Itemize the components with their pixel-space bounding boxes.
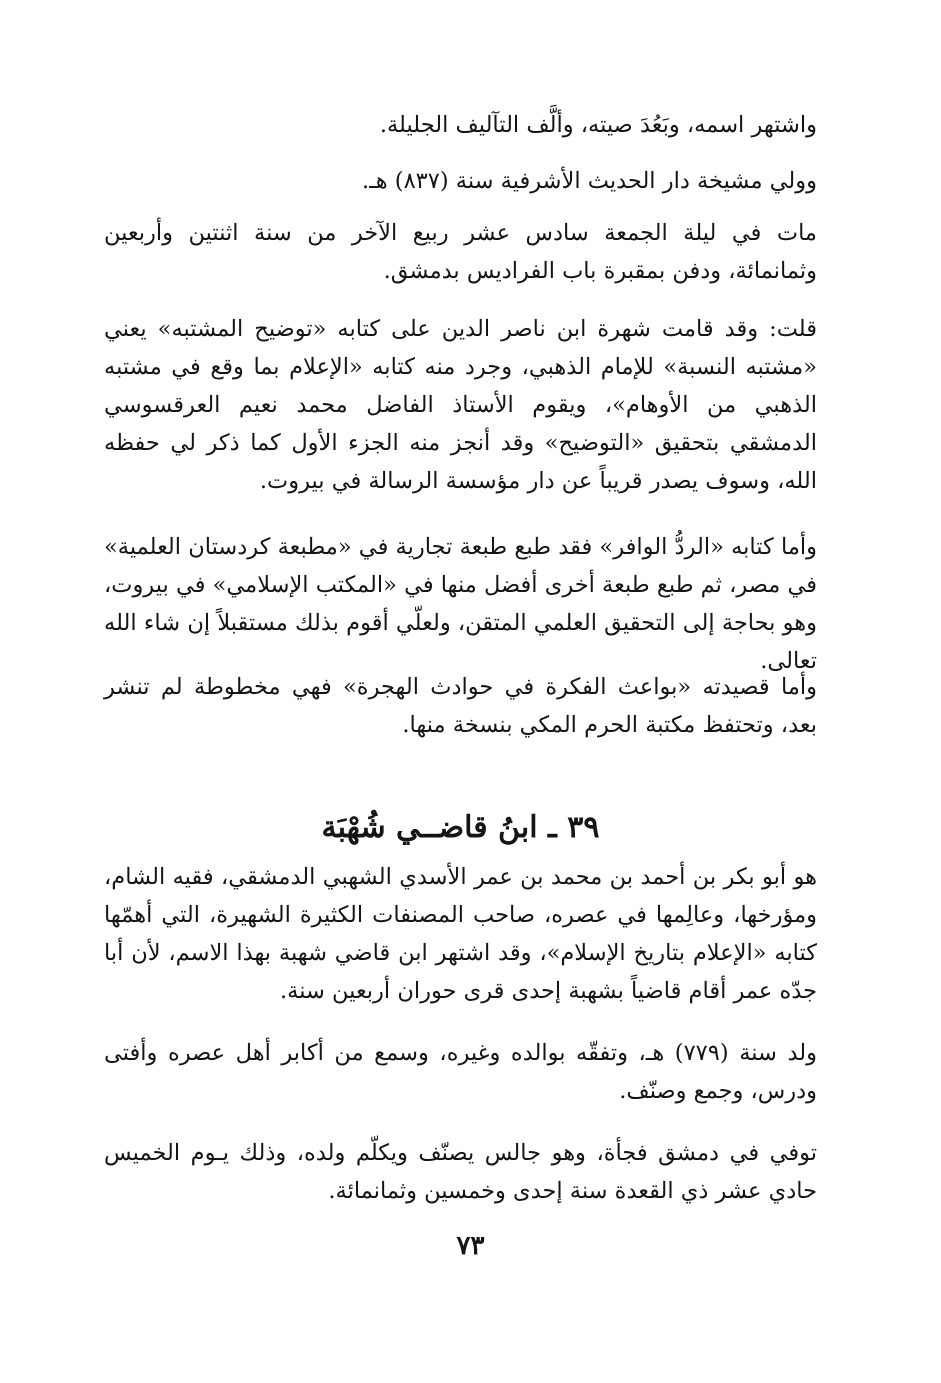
paragraph-note-works: قلت: وقد قامت شهرة ابن ناصر الدين على كتابه «توضيح المشتبه» يعني «مشتبه النسبة» للإمام الذهبي، وجرد منه كتابه «الإعلام بما وقع في مشتبه الذهبي من الأوهام»، ويقوم الأستاذ الفاضل محمد نعيم العرقسوسي الدمشقي بتحقيق «التوضيح» وقد أنجز منه الجزء الأول كما ذكر لي حفظه الله، وسوف يصدر قريباً عن دار مؤسسة الرسالة في بيروت.	[104, 316, 817, 494]
paragraph-death: مات في ليلة الجمعة سادس عشر ربيع الآخر من سنة اثنتين وأربعين وثمانمائة، ودفن بمقبرة باب الفراديس بدمشق.	[104, 220, 817, 284]
page-number: ٧٣	[456, 1231, 485, 1261]
paragraph-appointment: وولي مشيخة دار الحديث الأشرفية سنة (٨٣٧) هـ.	[362, 168, 817, 194]
paragraph-death-2: توفي في دمشق فجأة، وهو جالس يصنّف ويكلّم ولده، وذلك يـوم الخميس حادي عشر ذي القعدة سنة إحدى وخمسين وثمانمائة.	[104, 1140, 817, 1204]
paragraph-qasida: وأما قصيدته «بواعث الفكرة في حوادث الهجرة» فهي مخطوطة لم تنشر بعد، وتحتفظ مكتبة الحرم المكي بنسخة منها.	[104, 674, 817, 738]
section-heading: ٣٩ ـ ابنُ قاضــي شُهْبَة	[321, 810, 600, 845]
paragraph-birth: ولد سنة (٧٧٩) هـ، وتفقّه بوالده وغيره، وسمع من أكابر أهل عصره وأفتى ودرس، وجمع وصنّف.	[104, 1040, 817, 1104]
paragraph-fame: واشتهر اسمه، وبَعُدَ صيته، وألَّف التآليف الجليلة.	[379, 112, 817, 138]
paragraph-biography: هو أبو بكر بن أحمد بن محمد بن عمر الأسدي الشهبي الدمشقي، فقيه الشام، ومؤرخها، وعالِمها في عصره، صاحب المصنفات الكثيرة الشهيرة، التي أهمّها كتابه «الإعلام بتاريخ الإسلام»، وقد اشتهر ابن قاضي شهبة بهذا الاسم، لأن أبا جدّه عمر أقام قاضياً بشهبة إحدى قرى حوران أربعين سنة.	[104, 864, 817, 1004]
paragraph-radd-wafir: وأما كتابه «الردُّ الوافر» فقد طبع طبعة تجارية في «مطبعة كردستان العلمية» في مصر، ثم طبع طبعة أخرى أفضل منها في «المكتب الإسلامي» في بيروت، وهو بحاجة إلى التحقيق العلمي المتقن، ولعلّي أقوم بذلك مستقبلاً إن شاء الله تعالى.	[104, 534, 817, 674]
